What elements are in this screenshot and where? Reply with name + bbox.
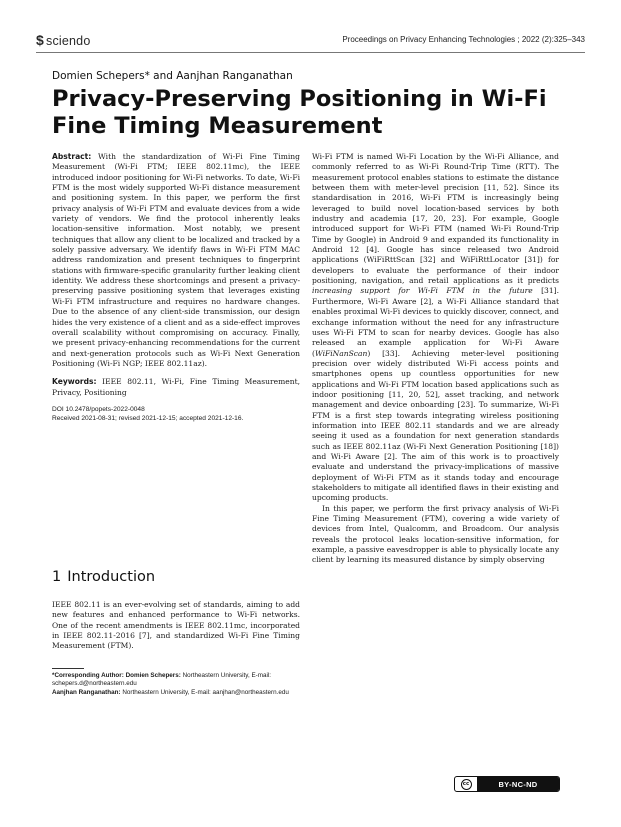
journal-citation: Proceedings on Privacy Enhancing Technologies ; 2022 (2):325–343 (342, 35, 585, 44)
left-column (52, 152, 300, 423)
author1-label: *Corresponding Author: Domien Schepers: (52, 672, 181, 679)
keywords-label: Keywords: (52, 377, 97, 387)
body-text-span: Wi-Fi FTM is named Wi-Fi Location by the Wi-Fi Alliance, and commonly referred to as Wi-Fi Round-Trip Time (RTT). The measurement protocol enables stations to estimate the distance between them with meter-level precision [11, 52]. Since its standardisation in 2016, Wi-Fi FTM is increasingly being leveraged to build novel location-based services by both industry and academia [17, 20, 23]. For example, Google introduced support for Wi-Fi FTM (named Wi-Fi Round-Trip Time by Google) in Android 9 and expanded its functionality in Android 12 [4]. Google has since released two Android applications (WiFiRttScan [32] and WiFiRttLocator [31]) for developers to evaluate the performance of their indoor positioning, navigation, and retail applications as it predicts (312, 152, 559, 286)
body-paragraph-2: In this paper, we perform the first privacy analysis of Wi-Fi Fine Timing Measurement (FTM), covering a wide variety of devices from Intel, Qualcomm, and Broadcom. Our analysis reveals the protocol leaks location-sensitive information, for example, a passive eavesdropper is able to physically locate any client by learning its measured distance by simply observing (312, 503, 559, 565)
publisher-name: sciendo (46, 34, 91, 48)
body-text-span: [31]. Furthermore, Wi-Fi Aware [2], a Wi-Fi Alliance standard that enables proximal Wi-Fi devices to quickly discover, connect, and exchange information without the need for any infrastructure uses Wi-Fi FTM to scan for nearby devices. Google has also released an example application for Wi-Fi Aware ( (312, 286, 560, 358)
cc-license-badge[interactable] (454, 776, 560, 792)
doi-link[interactable]: DOI 10.2478/popets-2022-0048 (52, 405, 145, 413)
author2-affiliation: Northeastern University, E-mail: aanjhan@northeastern.edu (122, 688, 289, 696)
keywords (52, 377, 300, 398)
abstract-text: With the standardization of Wi-Fi Fine Timing Measurement (Wi-Fi FTM; IEEE 802.11mc), the IEEE introduced indoor positioning for Wi-Fi networks. To date, Wi-Fi FTM is the most widely supported Wi-Fi distance measurement and positioning system. In this paper, we perform the first privacy analysis of Wi-Fi FTM and evaluate devices from a wide variety of vendors. We find the protocol inherently leaks location-sensitive information. Most notably, we present techniques that allow any client to be localized and tracked by a solely passive adversary. We identify flaws in Wi-Fi FTM MAC address randomization and present techniques to fingerprint stations with firmware-specific granularity further leaking client identity. We address these shortcomings and present a privacy-preserving passive positioning system that leverages existing Wi-Fi FTM infrastructure and requires no hardware changes. Due to the absence of any client-side transmission, our design hides the very existence of a client and as a side-effect improves overall scalability without compromising on accuracy. Finally, we present privacy-enhancing recommendations for the current and next-generation protocols such as Wi-Fi Next Generation Positioning (Wi-Fi NGP; IEEE 802.11az). (52, 152, 300, 368)
body-text-span: ) [33]. Achieving meter-level positioning precision over widely distributed Wi-Fi access points and smartphones opens up countless opportunities for new applications and Wi-Fi FTM location based applications such as indoor positioning [11, 20, 52], asset tracking, and network management and device onboarding [23]. To summarize, Wi-Fi FTM is a first step towards integrating wireless positioning information into IEEE 802.11 standards and we are already seeing it used as a foundation for next generation standards such as IEEE 802.11az (Wi-Fi Next Generation Positioning [18]) and Wi-Fi Aware [2]. The aim of this work is to proactively evaluate and understand the privacy-implications of massive deployment of Wi-Fi FTM as it stands today and encourage stakeholders to mitigate all identified flaws in their existing and upcoming products. (312, 348, 559, 503)
cc-glyph: cc (461, 779, 472, 790)
abstract (52, 152, 300, 369)
intro-paragraph: IEEE 802.11 is an ever-evolving set of standards, aiming to add new features and enhanced performance to Wi-Fi networks. One of the recent amendments is IEEE 802.11mc, incorporated in IEEE 802.11-2016 [7], and standardized Wi-Fi Fine Timing Measurement (FTM). (52, 600, 300, 651)
author-line: Domien Schepers* and Aanjhan Ranganathan (52, 70, 293, 82)
page-header (36, 30, 585, 52)
author1-affiliation: Northeastern University, E-mail: schepers.d@northeastern.edu (52, 672, 272, 688)
right-column (312, 152, 559, 566)
header-divider (36, 52, 585, 53)
received-dates: Received 2021-08-31; revised 2021-12-15; accepted 2021-12-16. (52, 414, 244, 422)
publisher-logo (36, 32, 91, 48)
sciendo-logo-icon: $ (36, 32, 44, 48)
section-title: Introduction (67, 569, 156, 585)
keywords-text: IEEE 802.11, Wi-Fi, Fine Timing Measurement, Privacy, Positioning (52, 377, 301, 397)
author-footnote (52, 672, 300, 697)
section-heading (52, 569, 155, 585)
author2-label: Aanjhan Ranganathan: (52, 688, 121, 696)
app-name-italic: WiFiNanScan (314, 348, 368, 358)
abstract-label: Abstract: (52, 152, 92, 161)
section-number: 1 (52, 569, 62, 585)
paper-title: Privacy-Preserving Positioning in Wi-Fi Fine Timing Measurement (52, 86, 547, 139)
italic-quote: increasing support for Wi-Fi FTM in the future (312, 286, 533, 296)
body-paragraph-1 (312, 152, 559, 504)
footnote-divider (52, 668, 84, 669)
creative-commons-icon (455, 777, 477, 791)
license-text: BY-NC-ND (477, 777, 559, 791)
